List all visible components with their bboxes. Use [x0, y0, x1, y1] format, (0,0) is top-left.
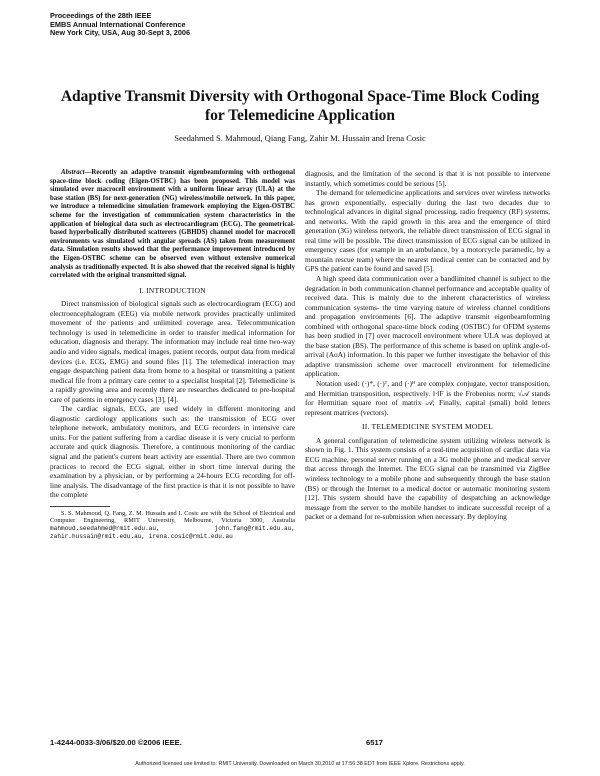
right-paragraph-1: diagnosis, and the limitation of the second is that it is not possible to intervene instantly, which sometimes could be serious [5].: [305, 169, 550, 188]
footnote-divider: [50, 506, 110, 507]
left-column: [50, 169, 295, 540]
abstract: [50, 169, 295, 281]
author-list: Seedahmed S. Mahmoud, Qiang Fang, Zahir M. Hussain and Irena Cosic: [174, 133, 426, 143]
section-heading-system-model: II. TELEMEDICINE SYSTEM MODEL: [362, 422, 493, 432]
license-notice: Authorized licensed use limited to: RMIT University. Downloaded on March 30,2010 at 17:56:38 EDT from IEEE Xplore. Restrictions apply.: [135, 761, 465, 767]
right-paragraph-3: A high speed data communication over a bandlimited channel is subject to the degradation in both communication channel performance and acceptable quality of received data. This is mainly due to the inherent characteristics of wireless communication systems- the time varying nature of wireless channel conditions and propagation environments [6]. The adaptive transmit eigenbeamforming combined with orthogonal space-time block coding (OSTBC) for OFDM systems has been studied in [7] over macrocell environment where ULA was deployed at the base station (BS). The performance of this scheme is based on uplink angle-of-arrival (AoA) information. In this paper we further investigate the behavior of this adaptive transmission scheme over macrocell environment for telemedicine application.: [305, 274, 550, 379]
section-heading-introduction: I. INTRODUCTION: [139, 285, 206, 295]
intro-paragraph-1: Direct transmission of biological signals such as electrocardiogram (ECG) and electroencephalogram (EEG) via mobile network provides practically unlimited movement of the patients and unlimited coverage area. Telecommunication technology is used in telemedicine in order to transfer medical information for education, diagnosis and therapy. The information may include real time two-way audio and video signals, medical images, patient records, output data from medical devices (i.e. ECG, EMG) and sound files [1]. The telemedical interaction may engage despatching patient data from home to a hospital or transmitting a patient medical file from a primary care center to a specialist hospital [2]. Telemedicine is a rapidly growing area and recently there are researches dedicated to pre-hospital care of patients in emergency cases [3], [4].: [50, 299, 295, 404]
right-paragraph-2: The demand for telemedicine applications and services over wireless networks has grown exponentially, especially during the last two decades due to technological advances in digital signal processing, radio frequency (RF) systems, and networks. With the rapid growth in this area and the emergence of third generation (3G) wireless network, the reliable direct transmission of ECG signal in real time will be possible. The direct transmission of ECG signal can be utilized in emergency cases (for example in an ambulance, by a motorcycle paramedic, by a mountain rescue team) where the nearest medical center can be contacted and by GPS the patient can be found and saved [5].: [305, 188, 550, 274]
right-column: [305, 169, 550, 522]
footnote-affiliation: S. S. Mahmoud, Q. Fang, Z. M. Hussain and I. Cosic are with the School of Electrical and Computer Engineering, RMIT University, Melbourne, Victoria 3000, Australia: [50, 509, 295, 525]
abstract-text: —Recently an adaptive transmit eigenbeamforming with orthogonal space-time block coding (Eigen-OSTBC) has been proposed. This model was simulated over macrocell environment with a uniform linear array (ULA) at the base station (BS) for next-generation (NG) wireless/mobile network. In this paper, we introduce a telemedicine simulation framework employing the Eigen-OSTBC scheme for the investigation of communication system characteristics in the application of biological data such as electrocardiogram (ECG). The geometrical-based hyperbolically distributed scatterers (GBHDS) channel model for macrocell environments was simulated with angular spreads (AS) taken from measurement data. Simulation results showed that the performance improvement introduced by the Eigen-OSTBC scheme can be observed even without extensive numerical analysis as traditionally expected. It is also showed that the received signal is highly correlated with the original transmitted signal.: [50, 169, 295, 280]
conference-header: [50, 12, 190, 38]
title-line-1: Adaptive Transmit Diversity with Orthogonal Space-Time Block Coding: [60, 88, 540, 105]
paper-title: [40, 87, 560, 125]
author-footnote: [50, 510, 295, 540]
system-model-paragraph: A general configuration of telemedicine system utilizing wireless network is shown in Fig. 1. This system consists of a real-time acquisition of cardiac data via ECG machine, personal server running on a 3G mobile phone and medical server that access through the Internet. The ECG signal can be transmitted via ZigBee wireless technology to a mobile phone and subsequently through the base station (BS) or through the Internet to a medical doctor or automatic monitoring system [12]. This system should have the capability of despatching an acknowledge message from the server to the mobile handset to indicate successful receipt of a packet or a demand for re-submission when necessary. By deploying: [305, 435, 550, 522]
notation-paragraph: Notation used: (·)*, (·)ᵀ, and (·)ᴴ are complex conjugate, vector transposition, and Hermitian transposition, respectively. ‖·‖F is the Frobenius norm; √𝒜 stands for Hermitian square root of matrix 𝒜; Finally, capital (small) bold letters represent matrices (vectors).: [305, 379, 550, 417]
abstract-lead: Abstract: [61, 169, 85, 176]
page-number: 6517: [366, 738, 383, 747]
intro-paragraph-2: The cardiac signals, ECG, are used widely in different monitoring and diagnostic cardiology applications such as: the transmission of ECG over telephone network, ambulatory monitors, and ECG recorders in intensive care units. For the patient suffering from a cardiac disease it is very crucial to perform accurate and quick diagnosis. Therefore, a continuous monitoring of the cardiac signal and the patient's current heart activity are essential. There are two common practices to record the ECG signal, either in short time interval during the examination by a physician, or by performing a 24-hours ECG recording for off-line analysis. The disadvantage of the first practice is that it is not possible to have the complete: [50, 404, 295, 500]
footnote-emails: mahmoud.seedahmed@rmit.edu.au, john.fang@rmit.edu.au, zahir.hussain@rmit.edu.au, irena.cosic@rmit.edu.au: [50, 524, 295, 540]
title-line-2: for Telemedicine Application: [204, 107, 396, 124]
conference-line-2: EMBS Annual International Conference: [50, 19, 186, 29]
isbn-line: 1-4244-0033-3/06/$20.00 ©2006 IEEE.: [50, 738, 182, 747]
conference-line-3: New York City, USA, Aug 30-Sept 3, 2006: [50, 28, 191, 38]
conference-line-1: Proceedings of the 28th IEEE: [50, 11, 152, 20]
